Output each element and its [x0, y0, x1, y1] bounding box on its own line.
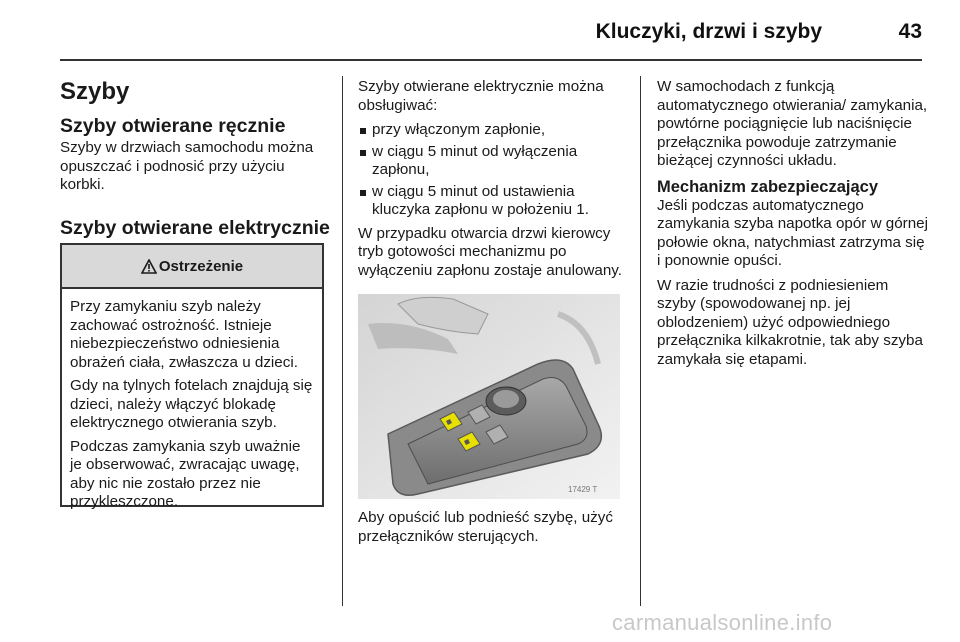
manual-windows-heading: Szyby otwierane ręcznie	[60, 115, 286, 137]
header-divider	[60, 59, 922, 61]
column-divider-right	[640, 76, 641, 606]
warning-paragraph: Podczas zamykania szyb uważnie je obserwować, zwracając uwagę, aby nic nie zostało przez nie przykleszczone.	[70, 437, 301, 510]
auto-function-text: W samochodach z funkcją automatycznego otwierania/ zamykania, powtórne pociągnięcie lub naciśnięcie przełącznika powoduje zatrzymanie bieżącej czynności układu.	[657, 78, 928, 169]
warning-paragraph: Gdy na tylnych fotelach znajdują się dzieci, należy włączyć blokadę elektrycznego otwierania szyb.	[70, 377, 313, 431]
warning-paragraph: Przy zamykaniu szyb należy zachować ostrożność. Istnieje niebezpieczeństwo odniesienia obrażeń ciała, zwłaszcza u dzieci.	[70, 298, 298, 371]
page-number: 43	[898, 20, 922, 43]
column-1	[60, 78, 332, 239]
warning-body	[62, 289, 322, 512]
figure-label: 17429 T	[568, 485, 598, 494]
window-switch-illustration	[358, 294, 620, 499]
manual-windows-text: Szyby w drzwiach samochodu można opuszczać i podnosić przy użyciu korbki.	[60, 139, 314, 193]
warning-header	[62, 245, 322, 289]
list-item: w ciągu 5 minut od wyłączenia zapłonu,	[358, 143, 630, 180]
frozen-window-text: W razie trudności z podniesieniem szyby (spowodowanej np. jej oblodzeniem) użyć odpowiedniego przełącznika kilkakrotnie, tak aby szyba zamykała się etapami.	[657, 276, 923, 368]
column-2	[358, 78, 630, 552]
safety-mechanism-text: Jeśli podczas automatycznego zamykania szyba napotka opór w górnej połowie okna, natychmiast zatrzyma się i ponownie opuści.	[657, 196, 928, 269]
column-3	[657, 78, 929, 375]
window-switch-drawing	[358, 294, 620, 499]
list-item: w ciągu 5 minut od ustawienia kluczyka zapłonu w położeniu 1.	[358, 183, 630, 220]
warning-box	[60, 243, 324, 510]
driver-door-text: W przypadku otwarcia drzwi kierowcy tryb gotowości mechanizmu po wyłączeniu zapłonu zostaje anulowany.	[358, 224, 622, 279]
conditions-list	[358, 121, 630, 220]
chapter-title: Kluczyki, drzwi i szyby	[595, 20, 822, 43]
electric-windows-heading: Szyby otwierane elektrycznie	[60, 216, 330, 239]
column-divider-left	[342, 76, 343, 606]
figure-caption: Aby opuścić lub podnieść szybę, użyć przełączników sterujących.	[358, 509, 613, 545]
safety-mechanism-heading: Mechanizm zabezpieczający	[657, 177, 879, 196]
warning-title: Ostrzeżenie	[158, 257, 244, 275]
warning-triangle-icon	[141, 259, 157, 274]
section-title: Szyby	[60, 78, 130, 105]
electric-windows-intro: Szyby otwierane elektrycznie można obsługiwać:	[358, 78, 604, 114]
list-item: przy włączonym zapłonie,	[358, 121, 630, 140]
watermark: carmanualsonline.info	[612, 610, 833, 635]
